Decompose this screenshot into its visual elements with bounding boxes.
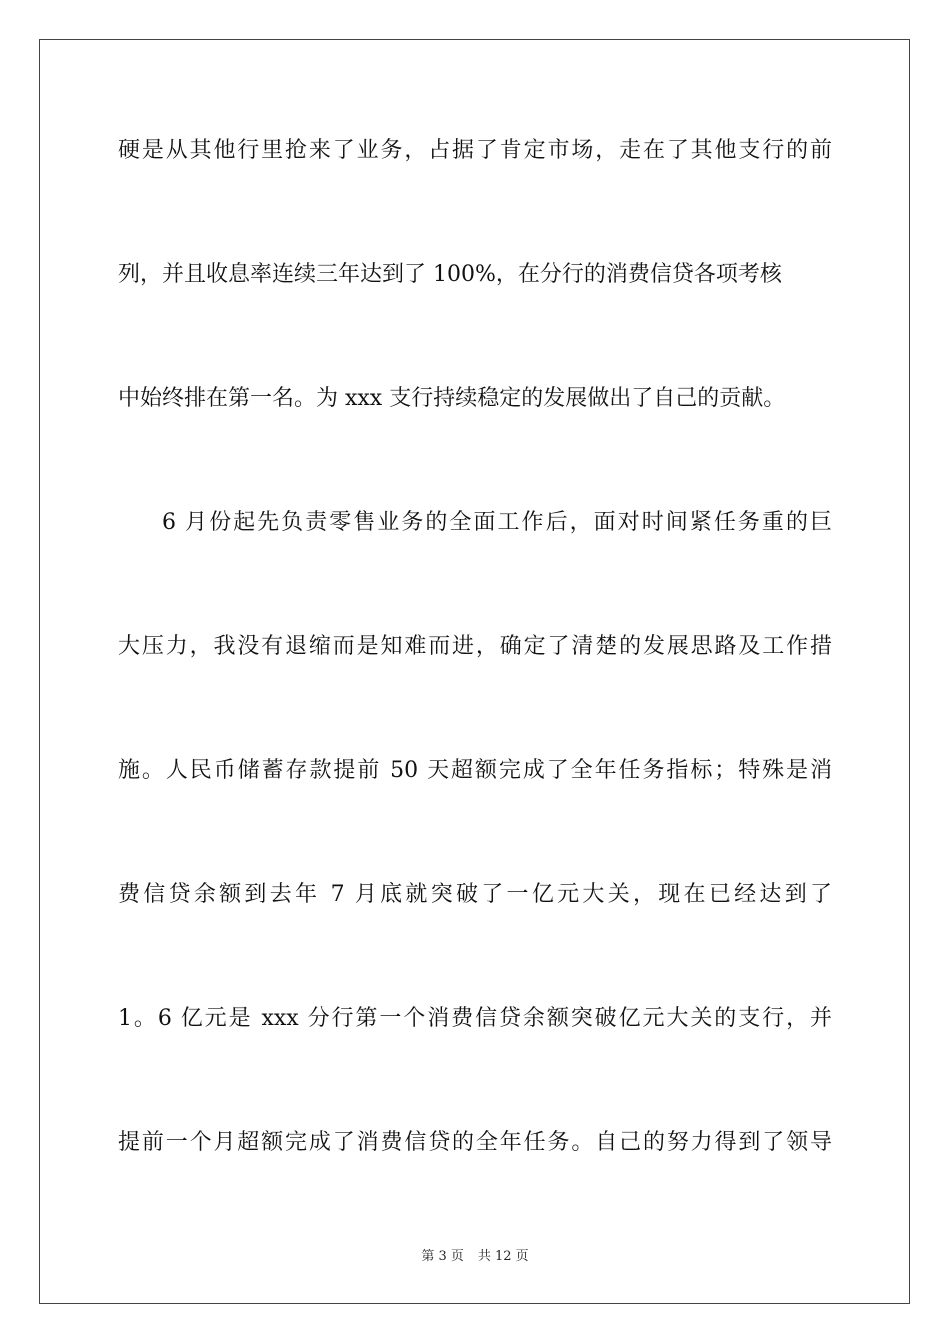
paragraph-line-7: 费信贷余额到去年 7 月底就突破了一亿元大关，现在已经达到了 <box>118 882 832 907</box>
page-frame <box>39 39 910 1304</box>
page-total: 共 12 页 <box>477 1249 529 1264</box>
paragraph-line-3: 中始终排在第一名。为 xxx 支行持续稳定的发展做出了自己的贡献。 <box>118 386 786 411</box>
paragraph-line-1: 硬是从其他行里抢来了业务，占据了肯定市场，走在了其他支行的前 <box>118 138 832 163</box>
paragraph-line-8: 1。6 亿元是 xxx 分行第一个消费信贷余额突破亿元大关的支行，并 <box>118 1006 832 1031</box>
page-number: 第 3 页 <box>421 1249 464 1264</box>
paragraph-line-6: 施。人民币储蓄存款提前 50 天超额完成了全年任务指标；特殊是消 <box>118 758 832 783</box>
paragraph-line-4: 6 月份起先负责零售业务的全面工作后，面对时间紧任务重的巨 <box>162 510 832 535</box>
page-footer <box>0 1248 950 1266</box>
paragraph-line-2: 列，并且收息率连续三年达到了 100%，在分行的消费信贷各项考核 <box>118 262 782 287</box>
paragraph-line-5: 大压力，我没有退缩而是知难而进，确定了清楚的发展思路及工作措 <box>118 634 832 659</box>
paragraph-line-9: 提前一个月超额完成了消费信贷的全年任务。自己的努力得到了领导 <box>118 1130 832 1155</box>
